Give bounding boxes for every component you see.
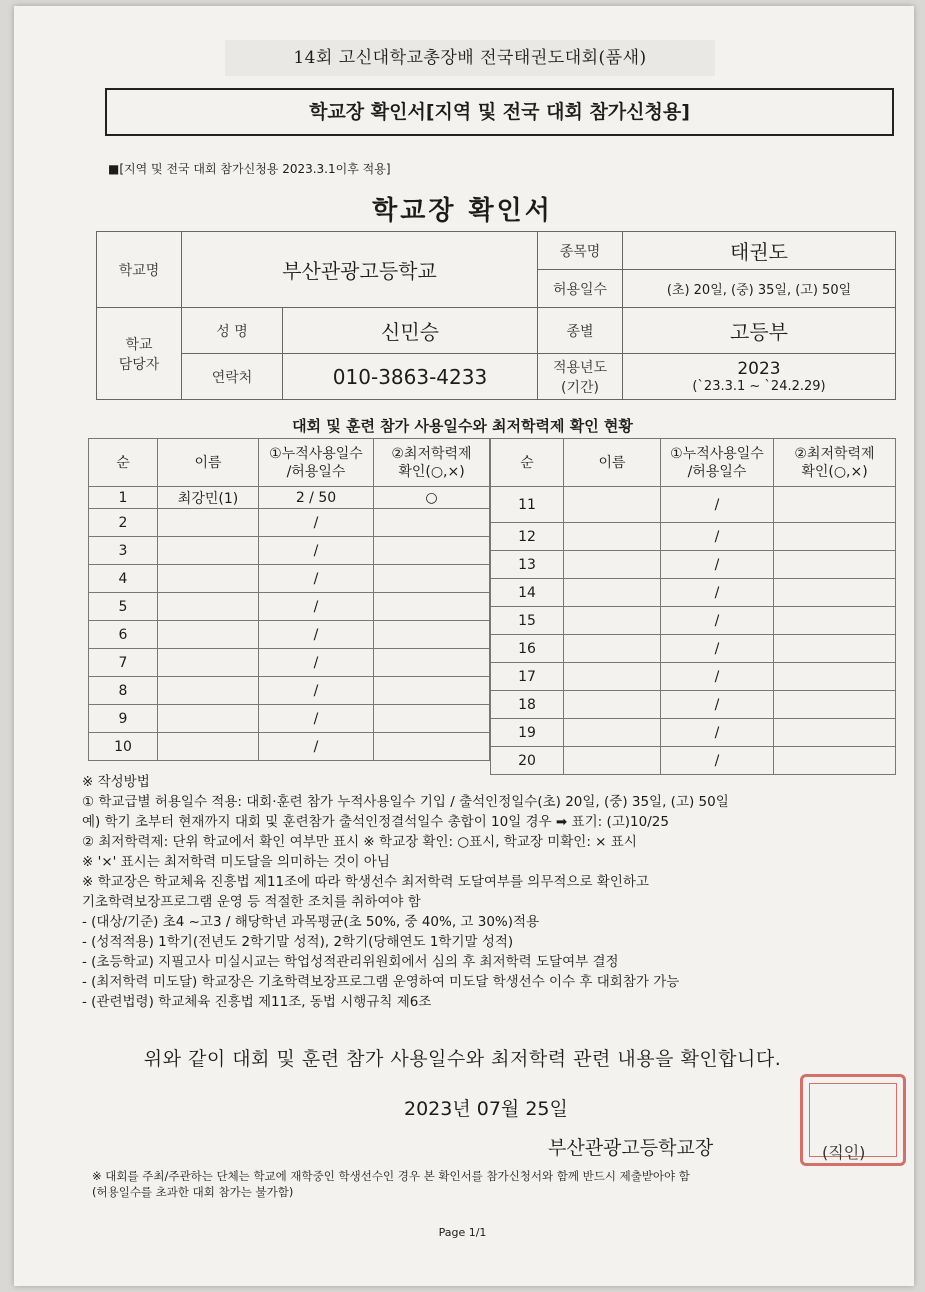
cell-check — [374, 677, 490, 705]
cell-no: 8 — [89, 677, 158, 705]
table-row — [491, 719, 896, 747]
col-check-header — [374, 439, 490, 487]
col-no-header: 순 — [89, 439, 158, 487]
col-days-header — [259, 439, 374, 487]
cell-no: 2 — [89, 509, 158, 537]
cell-name — [158, 565, 259, 593]
division-value: 고등부 — [623, 308, 896, 354]
cell-days: / — [259, 509, 374, 537]
col-days-line1: ①누적사용일수 — [269, 445, 363, 462]
allowed-days-value: (초) 20일, (중) 35일, (고) 50일 — [623, 270, 896, 308]
cell-days: / — [259, 537, 374, 565]
page-number: Page 1/1 — [438, 1226, 487, 1239]
cell-no: 15 — [491, 607, 564, 635]
event-name: 태권도 — [623, 232, 896, 270]
cell-days: / — [661, 579, 774, 607]
note-line: ※ '×' 표시는 최저학력 미도달을 의미하는 것이 아님 — [82, 854, 390, 870]
note-line: - (관련법령) 학교체육 진흥법 제11조, 동법 시행규칙 제6조 — [82, 994, 432, 1010]
table-row — [491, 663, 896, 691]
cell-check — [774, 607, 896, 635]
confirmation-statement: 위와 같이 대회 및 훈련 참가 사용일수와 최저학력 관련 내용을 확인합니다. — [143, 1048, 782, 1070]
year-label-line2: (기간) — [561, 379, 599, 396]
cell-name — [158, 621, 259, 649]
cell-check — [374, 509, 490, 537]
cell-check — [774, 579, 896, 607]
cell-check — [374, 733, 490, 761]
note-line: - (최저학력 미도달) 학교장은 기초학력보장프로그램 운영하여 미도달 학생선수 이수 후 대회참가 가능 — [82, 974, 680, 990]
note-line: ② 최저학력제: 단위 학교에서 확인 여부만 표시 ※ 학교장 확인: ○표시, 학교장 미확인: × 표시 — [82, 834, 637, 850]
cell-no: 4 — [89, 565, 158, 593]
cell-name: 최강민(1) — [158, 487, 259, 509]
cell-days: / — [661, 747, 774, 775]
cell-name — [158, 509, 259, 537]
allowed-days-label: 허용일수 — [538, 270, 623, 308]
cell-name — [564, 747, 661, 775]
col-check-line1: ②최저학력제 — [391, 445, 472, 462]
col-days-line1: ①누적사용일수 — [670, 445, 764, 462]
year-value: 2023 — [737, 359, 781, 379]
table-row — [491, 523, 896, 551]
col-check-line1: ②최저학력제 — [794, 445, 875, 462]
cell-name — [564, 579, 661, 607]
cell-name — [564, 719, 661, 747]
cell-days: / — [661, 691, 774, 719]
cell-name — [564, 523, 661, 551]
manager-label-line1: 학교 — [125, 336, 153, 353]
cell-days: / — [259, 677, 374, 705]
seal-label: (직인) — [822, 1143, 866, 1162]
table-row — [491, 607, 896, 635]
cell-check — [374, 565, 490, 593]
cell-days: / — [259, 593, 374, 621]
cell-check: ○ — [374, 487, 490, 509]
cell-days: / — [259, 733, 374, 761]
note-line: 기초학력보장프로그램 운영 등 적절한 조치를 취하여야 함 — [82, 894, 421, 910]
event-label: 종목명 — [538, 232, 623, 270]
table-row — [491, 551, 896, 579]
cell-days: / — [259, 705, 374, 733]
note-line: - (성적적용) 1학기(전년도 2학기말 성적), 2학기(당해연도 1학기말 성적) — [82, 934, 514, 950]
cell-days: / — [661, 719, 774, 747]
cell-no: 18 — [491, 691, 564, 719]
cell-check — [374, 593, 490, 621]
table-row — [89, 537, 490, 565]
cell-check — [374, 537, 490, 565]
cell-name — [158, 677, 259, 705]
cell-check — [774, 635, 896, 663]
col-days-line2: /허용일수 — [286, 463, 346, 480]
table-row — [89, 649, 490, 677]
cell-no: 6 — [89, 621, 158, 649]
name-label: 성 명 — [182, 308, 283, 354]
table-row — [491, 635, 896, 663]
school-info-table — [96, 231, 896, 400]
cell-check — [774, 663, 896, 691]
cell-name — [158, 649, 259, 677]
cell-days: / — [259, 621, 374, 649]
table-row — [89, 487, 490, 509]
issue-date: 2023년 07월 25일 — [404, 1098, 568, 1120]
col-no-header: 순 — [491, 439, 564, 487]
principal-name: 부산관광고등학교장 — [548, 1137, 714, 1159]
division-label: 종별 — [538, 308, 623, 354]
col-check-line2: 확인(○,×) — [801, 463, 868, 480]
cell-name — [564, 487, 661, 523]
table-row — [89, 733, 490, 761]
cell-check — [774, 719, 896, 747]
year-label-line1: 적용년도 — [552, 359, 608, 376]
cell-no: 17 — [491, 663, 564, 691]
note-line: - (초등학교) 지필고사 미실시교는 학업성적관리위원회에서 심의 후 최저학력 도달여부 결정 — [82, 954, 619, 970]
table-row — [491, 487, 896, 523]
contact-label: 연락처 — [182, 354, 283, 400]
table-row — [89, 677, 490, 705]
cell-name — [564, 663, 661, 691]
cell-no: 9 — [89, 705, 158, 733]
period-value: (`23.3.1 ~ `24.2.29) — [692, 379, 826, 394]
cell-name — [564, 635, 661, 663]
note-line: 예) 학기 초부터 현재까지 대회 및 훈련참가 출석인정결석일수 총합이 10일 경우 ➡ 표기: (고)10/25 — [82, 814, 669, 830]
cell-no: 10 — [89, 733, 158, 761]
cell-days: / — [661, 523, 774, 551]
footer-note-line1: ※ 대회를 주최/주관하는 단체는 학교에 재학중인 학생선수인 경우 본 확인서를 참가신청서와 함께 반드시 제출받아야 함 — [92, 1169, 690, 1183]
cell-check — [774, 523, 896, 551]
table-row — [89, 593, 490, 621]
cell-days: / — [661, 607, 774, 635]
applicability-note: ■[지역 및 전국 대회 참가신청용 2023.3.1이후 적용] — [108, 162, 391, 176]
cell-check — [774, 747, 896, 775]
contact-value: 010-3863-4233 — [283, 354, 538, 400]
cell-name — [158, 705, 259, 733]
cell-name — [158, 537, 259, 565]
manager-label — [97, 308, 182, 400]
roster-table-left — [88, 438, 490, 761]
note-line: ※ 학교장은 학교체육 진흥법 제11조에 따라 학생선수 최저학력 도달여부를 의무적으로 확인하고 — [82, 874, 649, 890]
cell-name — [564, 551, 661, 579]
manager-label-line2: 담당자 — [118, 356, 160, 373]
cell-no: 14 — [491, 579, 564, 607]
cell-no: 20 — [491, 747, 564, 775]
cell-days: / — [661, 487, 774, 523]
cell-days: / — [661, 635, 774, 663]
cell-days: / — [661, 663, 774, 691]
cell-no: 3 — [89, 537, 158, 565]
cell-no: 16 — [491, 635, 564, 663]
cell-check — [374, 705, 490, 733]
cell-name — [158, 593, 259, 621]
table-row — [89, 565, 490, 593]
cell-no: 13 — [491, 551, 564, 579]
footer-note-line2: (허용일수를 초과한 대회 참가는 불가함) — [92, 1185, 294, 1199]
table-row — [89, 705, 490, 733]
cell-no: 5 — [89, 593, 158, 621]
cell-check — [374, 649, 490, 677]
cell-check — [774, 487, 896, 523]
cell-days: 2 / 50 — [259, 487, 374, 509]
col-days-header — [661, 439, 774, 487]
table-row — [89, 509, 490, 537]
cell-no: 11 — [491, 487, 564, 523]
cell-no: 12 — [491, 523, 564, 551]
col-days-line2: /허용일수 — [687, 463, 747, 480]
roster-section-title: 대회 및 훈련 참가 사용일수와 최저학력제 확인 현황 — [292, 417, 633, 435]
manager-name: 신민승 — [283, 308, 538, 354]
cell-no: 1 — [89, 487, 158, 509]
note-line: ① 학교급별 허용일수 적용: 대회·훈련 참가 누적사용일수 기입 / 출석인정일수(초) 20일, (중) 35일, (고) 50일 — [82, 794, 729, 810]
cell-name — [158, 733, 259, 761]
col-name-header: 이름 — [564, 439, 661, 487]
cell-name — [564, 691, 661, 719]
page-title: 학교장 확인서 — [372, 196, 553, 226]
cell-check — [774, 691, 896, 719]
cell-days: / — [259, 565, 374, 593]
school-label: 학교명 — [97, 232, 182, 308]
note-line: - (대상/기준) 초4 ~고3 / 해당학년 과목평균(초 50%, 중 40%, 고 30%)적용 — [82, 914, 540, 930]
col-check-line2: 확인(○,×) — [398, 463, 465, 480]
col-check-header — [774, 439, 896, 487]
table-row — [491, 579, 896, 607]
table-row — [89, 621, 490, 649]
year-label — [538, 354, 623, 400]
cell-days: / — [661, 551, 774, 579]
cell-no: 7 — [89, 649, 158, 677]
cell-check — [774, 551, 896, 579]
note-line: ※ 작성방법 — [82, 774, 150, 790]
footer-note — [92, 1168, 892, 1200]
cell-days: / — [259, 649, 374, 677]
year-cell — [623, 354, 896, 400]
table-row — [491, 747, 896, 775]
table-row — [491, 691, 896, 719]
competition-title: 14회 고신대학교총장배 전국태권도대회(품새) — [225, 40, 715, 76]
instructions-notes — [82, 772, 902, 1012]
cell-no: 19 — [491, 719, 564, 747]
cell-name — [564, 607, 661, 635]
col-name-header: 이름 — [158, 439, 259, 487]
roster-table-right — [490, 438, 896, 775]
cell-check — [374, 621, 490, 649]
school-name: 부산관광고등학교 — [182, 232, 538, 308]
form-box-title: 학교장 확인서[지역 및 전국 대회 참가신청용] — [105, 88, 894, 136]
